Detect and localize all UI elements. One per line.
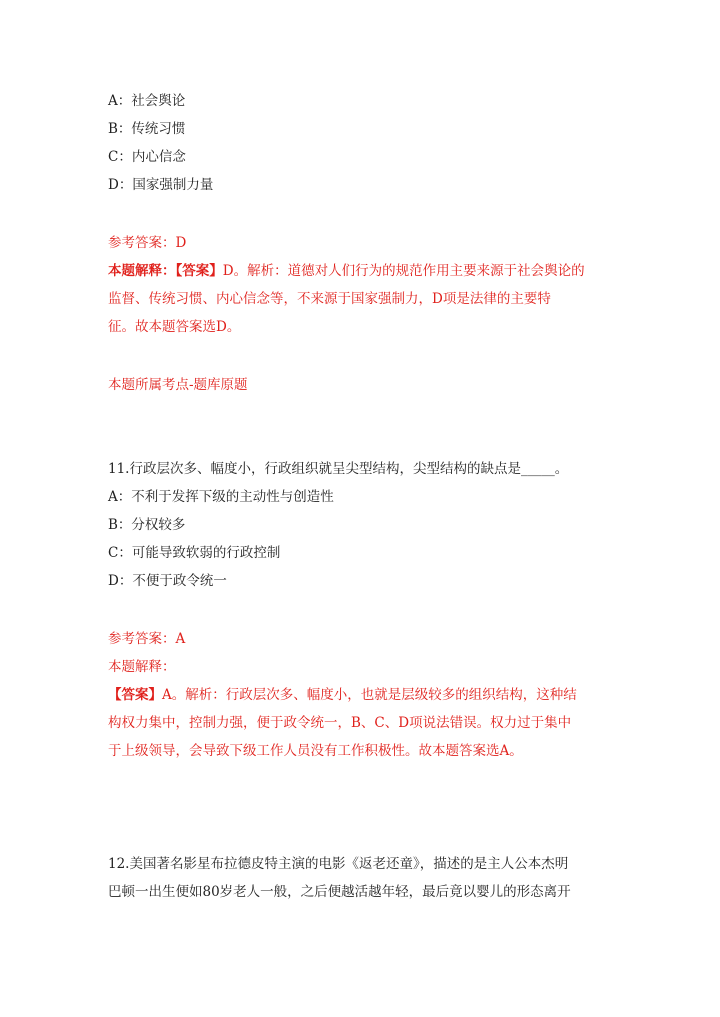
q11-option-a: A：不利于发挥下级的主动性与创造性 [108, 489, 334, 505]
q10-explanation-line-2: 监督、传统习惯、内心信念等，不来源于国家强制力，D项是法律的主要特 [108, 291, 551, 307]
q10-explanation-tag: 【答案】 [175, 263, 223, 279]
q11-option-b: B：分权较多 [108, 517, 186, 533]
q12-question-line-2: 巴顿一出生便如80岁老人一般，之后便越活越年轻，最后竟以婴儿的形态离开 [108, 884, 571, 900]
q11-option-d: D：不便于政令统一 [108, 573, 227, 589]
q10-answer: 参考答案：D [108, 235, 187, 251]
q11-explanation-tag: 【答案】 [108, 687, 162, 703]
q11-explanation-line-3: 于上级领导，会导致下级工作人员没有工作积极性。故本题答案选A。 [108, 743, 523, 759]
q11-explanation-text-1: A。解析：行政层次多、幅度小，也就是层级较多的组织结构，这种结 [162, 687, 577, 703]
q11-question: 11.行政层次多、幅度小，行政组织就呈尖型结构，尖型结构的缺点是_____。 [108, 461, 569, 477]
q12-question-line-1: 12.美国著名影星布拉德皮特主演的电影《返老还童》，描述的是主人公本杰明 [108, 856, 569, 872]
q10-explanation-line-3: 征。故本题答案选D。 [108, 319, 241, 335]
q11-explanation-line-1 [108, 685, 577, 705]
q11-explanation-line-2: 构权力集中，控制力强，便于政令统一，B、C、D项说法错误。权力过于集中 [108, 715, 572, 731]
q11-answer: 参考答案：A [108, 631, 186, 647]
q10-option-a: A：社会舆论 [108, 93, 186, 109]
q10-option-b: B：传统习惯 [108, 121, 186, 137]
q10-source: 本题所属考点-题库原题 [108, 377, 248, 393]
q10-explanation-label: 本题解释： [108, 263, 176, 279]
q10-explanation-line-1 [108, 261, 585, 281]
q10-option-c: C：内心信念 [108, 149, 186, 165]
q11-explanation-label: 本题解释： [108, 659, 176, 675]
q10-option-d: D：国家强制力量 [108, 177, 214, 193]
q10-explanation-text-1: D。解析：道德对人们行为的规范作用主要来源于社会舆论的 [222, 263, 585, 279]
q11-option-c: C：可能导致软弱的行政控制 [108, 545, 281, 561]
